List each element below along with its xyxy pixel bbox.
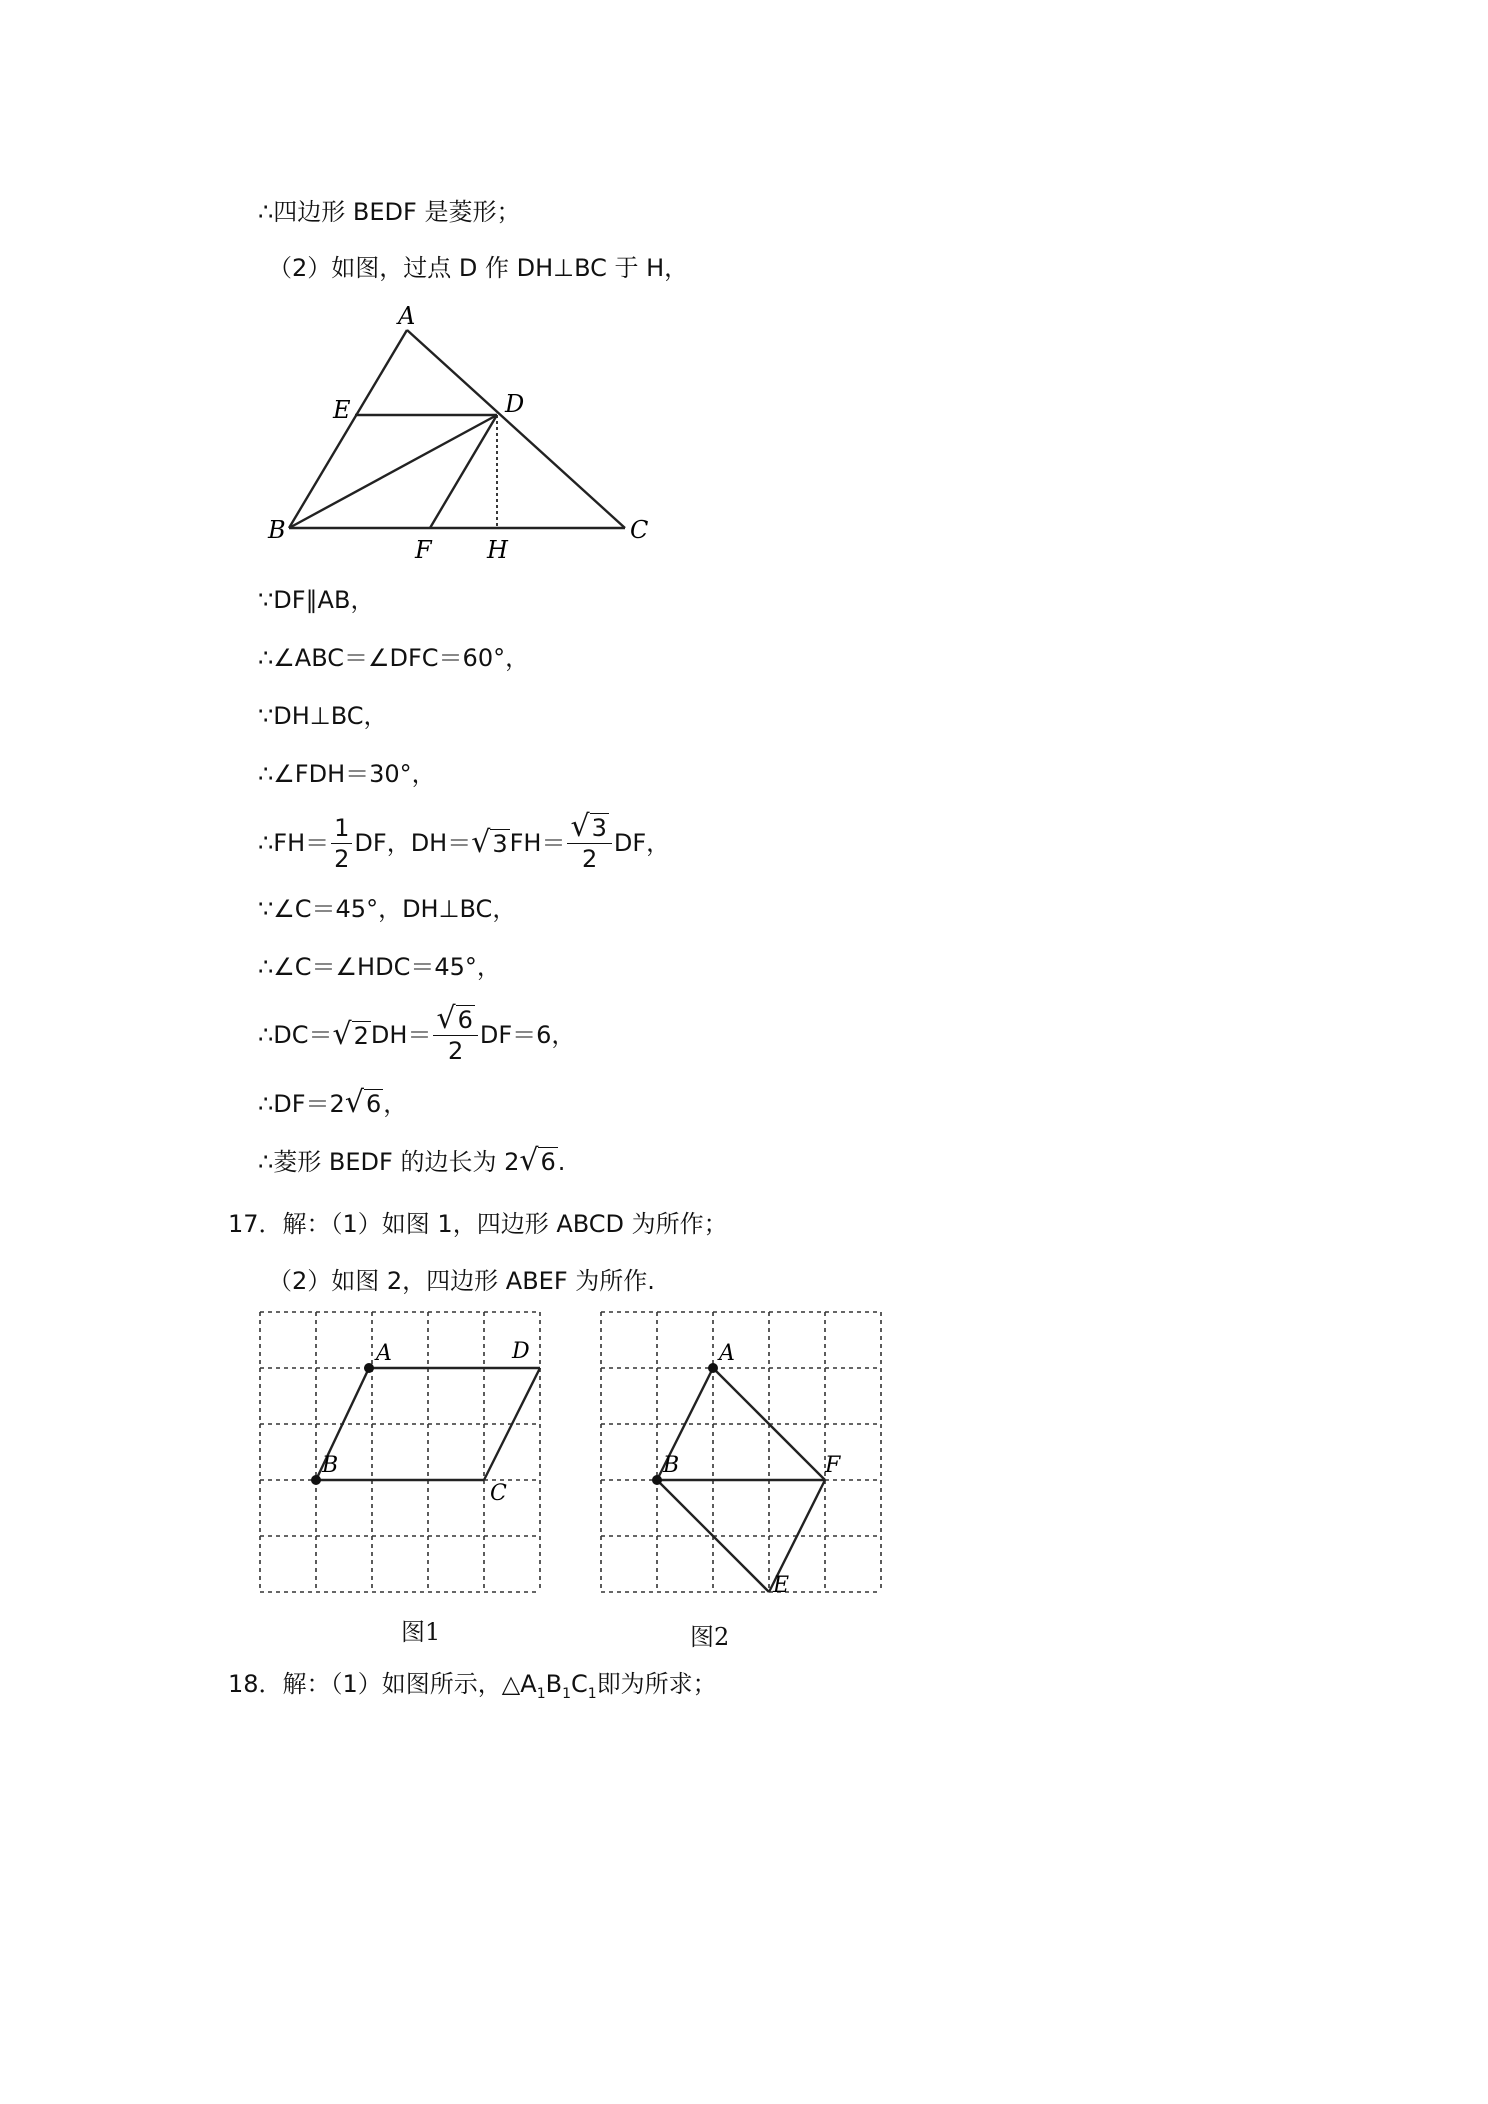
segment-AC	[407, 330, 625, 528]
fraction-sqrt3-over-2	[567, 809, 611, 874]
point-A	[364, 1363, 374, 1373]
triangle-figure	[255, 300, 655, 570]
label-B: B	[663, 1453, 680, 1478]
text-segment: DH＝	[370, 1021, 432, 1049]
figure-2-caption: 图2	[690, 1623, 730, 1651]
subscript: 1	[562, 1685, 571, 1702]
line-angle-fdh-30: ∴∠FDH＝30°，	[258, 760, 436, 788]
fraction-denominator: 2	[334, 844, 350, 873]
text-segment: ，	[383, 1089, 408, 1118]
line-angle-c-45: ∵∠C＝45°，DH⊥BC，	[258, 895, 517, 923]
label-E: E	[773, 1573, 790, 1598]
text-segment: DF，DH＝	[354, 829, 472, 857]
radicand: 3	[591, 814, 607, 842]
label-F: F	[825, 1453, 841, 1478]
grid-figure-1	[250, 1300, 550, 1610]
label-B: B	[322, 1453, 339, 1478]
text-segment: 即为所求；	[596, 1670, 717, 1698]
subscript: 1	[587, 1685, 597, 1702]
line-fh-dh-relation	[258, 809, 671, 874]
line-problem-17-part2: （2）如图 2，四边形 ABEF 为所作.	[268, 1267, 655, 1295]
line-df-value	[258, 1085, 408, 1120]
label-D: D	[505, 390, 525, 418]
label-F: F	[415, 536, 432, 564]
segment-AB	[289, 330, 407, 528]
fraction-denominator: 2	[448, 1037, 464, 1065]
figure-1-caption: 图1	[401, 1618, 441, 1646]
line-angle-60: ∴∠ABC＝∠DFC＝60°，	[258, 644, 530, 672]
text-segment: ∴DC＝	[258, 1021, 333, 1049]
text-segment: B	[545, 1670, 563, 1698]
fraction-numerator: √6	[433, 1004, 477, 1036]
point-A	[708, 1363, 718, 1373]
text-segment: ∴DF＝2	[258, 1089, 345, 1118]
fraction-numerator: 1	[331, 813, 352, 844]
text-segment: ∴菱形 BEDF 的边长为 2	[258, 1147, 520, 1176]
line-rhombus-side	[258, 1143, 566, 1178]
text-segment: DF，	[613, 829, 671, 857]
text-segment: C	[571, 1670, 588, 1698]
line-problem-17: 17．解：（1）如图 1，四边形 ABCD 为所作；	[228, 1210, 728, 1238]
grid-figure-2	[591, 1300, 891, 1610]
grid-lines	[601, 1312, 881, 1592]
label-C: C	[490, 1481, 507, 1506]
line-angle-hdc-45: ∴∠C＝∠HDC＝45°，	[258, 953, 501, 981]
fraction-numerator: √3	[567, 812, 611, 844]
radicand: 3	[492, 829, 508, 858]
label-A: A	[376, 1341, 392, 1366]
text-segment: .	[557, 1147, 566, 1176]
radicand: 6	[365, 1090, 382, 1118]
sqrt-2: √2	[332, 1016, 369, 1052]
text-segment: DF＝6，	[479, 1021, 576, 1049]
label-D: D	[512, 1339, 530, 1364]
line-part2-intro: （2）如图，过点 D 作 DH⊥BC 于 H，	[268, 254, 689, 282]
radicand: 2	[353, 1021, 369, 1050]
line-problem-18	[228, 1669, 717, 1709]
subscript: 1	[536, 1685, 546, 1702]
label-A: A	[398, 302, 416, 330]
fraction-one-half	[331, 813, 352, 874]
line-rhombus-conclusion: ∴四边形 BEDF 是菱形；	[258, 198, 521, 226]
point-B	[652, 1475, 662, 1485]
text-segment: 18．解：（1）如图所示，△A	[228, 1670, 537, 1698]
label-C: C	[630, 516, 649, 544]
line-dc-relation	[258, 1001, 576, 1066]
segment-BD	[289, 415, 497, 528]
text-segment: ∴FH＝	[258, 829, 330, 857]
radicand: 6	[540, 1148, 556, 1176]
label-H: H	[487, 536, 508, 564]
label-E: E	[333, 396, 351, 424]
fraction-sqrt6-over-2	[433, 1001, 477, 1066]
line-dh-perp-bc: ∵DH⊥BC，	[258, 702, 388, 730]
label-A: A	[719, 1341, 735, 1366]
fraction-denominator: 2	[582, 845, 598, 873]
sqrt-6: √6	[344, 1085, 382, 1120]
text-segment: FH＝	[509, 829, 566, 857]
sqrt-6: √6	[519, 1143, 556, 1178]
radicand: 6	[457, 1006, 473, 1034]
point-B	[311, 1475, 321, 1485]
sqrt-3: √3	[471, 824, 508, 860]
label-B: B	[268, 516, 286, 544]
line-df-parallel-ab: ∵DF∥AB，	[258, 586, 375, 614]
